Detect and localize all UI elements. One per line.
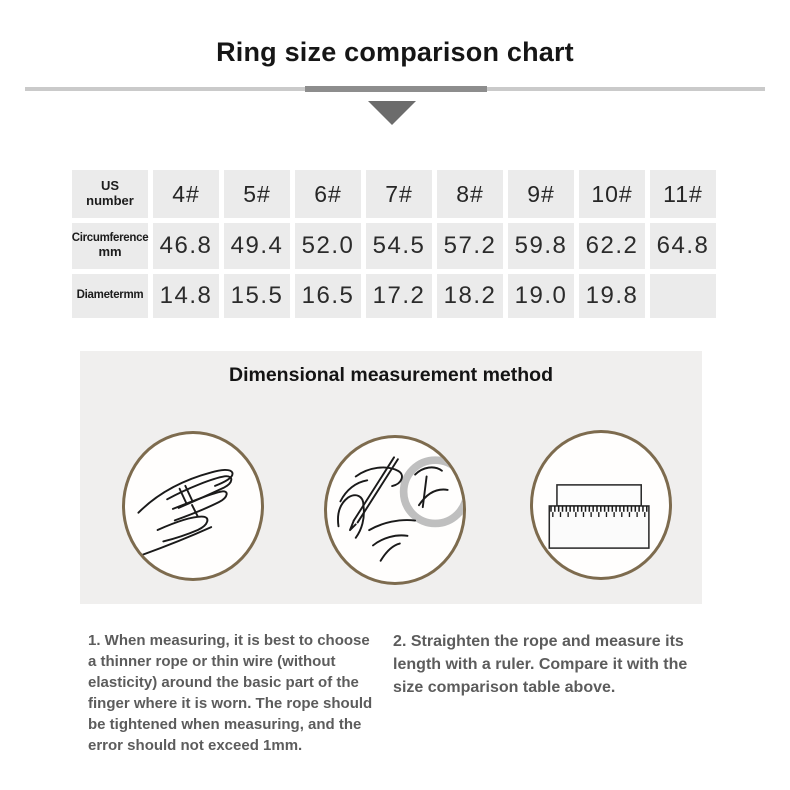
table-cell-circumference: 57.2 (437, 223, 503, 269)
instruction-step-1: 1. When measuring, it is best to choose a thinner rope or thin wire (without elasticity) around the basic part of the finger where it is worn. The rope should be tightened when measuring, and the error should not exceed 1mm. (88, 632, 373, 754)
down-triangle-icon (368, 101, 416, 125)
table-cell-size: 11# (650, 170, 716, 218)
mark-rope-pen-drawing (327, 438, 463, 582)
table-cell-size: 6# (295, 170, 361, 218)
measurement-method-panel (80, 351, 702, 604)
table-cell-diameter: 19.0 (508, 274, 574, 318)
table-cell-diameter: 15.5 (224, 274, 290, 318)
table-cell-size: 7# (366, 170, 432, 218)
table-cell-diameter: 14.8 (153, 274, 219, 318)
table-row-label-us-number: US number (72, 170, 148, 218)
table-cell-diameter: 18.2 (437, 274, 503, 318)
hand-with-rope-icon (122, 431, 264, 581)
table-cell-circumference: 62.2 (579, 223, 645, 269)
method-heading: Dimensional measurement method (229, 364, 553, 386)
divider-dark-segment (305, 86, 487, 92)
table-cell-circumference: 52.0 (295, 223, 361, 269)
table-cell-diameter: 16.5 (295, 274, 361, 318)
table-cell-size: 9# (508, 170, 574, 218)
size-comparison-table (72, 170, 716, 318)
table-cell-diameter: 19.8 (579, 274, 645, 318)
hand-with-rope-drawing (125, 434, 261, 578)
table-cell-size: 8# (437, 170, 503, 218)
ruler-drawing (533, 433, 669, 577)
table-cell-size: 5# (224, 170, 290, 218)
instruction-step-2: 2. Straighten the rope and measure its length with a ruler. Compare it with the size comparison table above. (393, 633, 688, 696)
page-title: Ring size comparison chart (216, 37, 574, 67)
table-cell-circumference: 54.5 (366, 223, 432, 269)
table-row-label-circumference: Circumference mm (72, 223, 148, 269)
instructions-section (88, 630, 708, 756)
table-row-label-diameter: Diametermm (72, 274, 148, 318)
table-cell-circumference: 49.4 (224, 223, 290, 269)
table-cell-circumference: 46.8 (153, 223, 219, 269)
table-cell-diameter: 17.2 (366, 274, 432, 318)
table-cell-circumference: 59.8 (508, 223, 574, 269)
table-cell-diameter-empty (650, 274, 716, 318)
mark-rope-pen-icon (324, 435, 466, 585)
table-cell-size: 10# (579, 170, 645, 218)
table-cell-size: 4# (153, 170, 219, 218)
ruler-icon (530, 430, 672, 580)
table-cell-circumference: 64.8 (650, 223, 716, 269)
